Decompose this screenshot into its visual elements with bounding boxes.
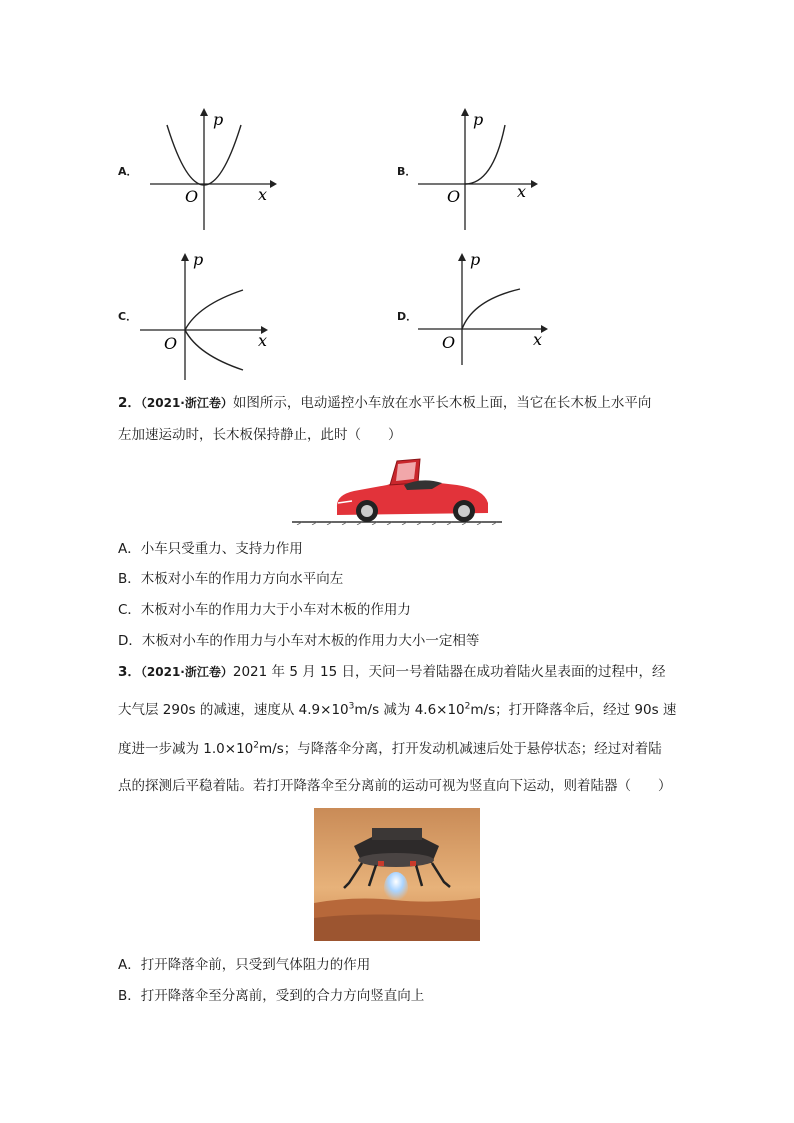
graph-d bbox=[413, 245, 573, 365]
p-axis-label: p bbox=[193, 250, 204, 269]
q3-line-3 bbox=[118, 739, 662, 759]
exponent: 3 bbox=[348, 701, 355, 712]
option-a-letter: A． bbox=[118, 165, 138, 178]
p-axis-label: p bbox=[470, 250, 481, 269]
text-part: m/s；打开降落伞后，经过 90s 速 bbox=[470, 702, 677, 718]
x-axis-label: x bbox=[258, 331, 268, 350]
q2-option-b: B．木板对小车的作用力方向水平向左 bbox=[118, 571, 344, 587]
q2-line-1 bbox=[118, 393, 651, 413]
question-number: 2． bbox=[118, 395, 141, 411]
question-source: （2021·浙江卷） bbox=[140, 665, 233, 679]
q3-line-4: 点的探测后平稳着陆。若打开降落伞至分离前的运动可视为竖直向下运动，则着陆器（ ） bbox=[118, 778, 672, 794]
graph-c bbox=[138, 245, 288, 380]
q2-option-c: C．木板对小车的作用力大于小车对木板的作用力 bbox=[118, 602, 411, 618]
question-number: 3． bbox=[118, 664, 141, 680]
p-axis-label: p bbox=[473, 110, 484, 129]
option-b-letter: B． bbox=[397, 165, 417, 178]
q2-option-d: D．木板对小车的作用力与小车对木板的作用力大小一定相等 bbox=[118, 633, 480, 649]
x-axis-label: x bbox=[533, 330, 543, 349]
q2-option-a: A．小车只受重力、支持力作用 bbox=[118, 541, 303, 557]
exponent: 2 bbox=[253, 740, 259, 751]
graph-a bbox=[145, 105, 295, 230]
p-axis-label: p bbox=[213, 110, 224, 129]
question-text: 如图所示，电动遥控小车放在水平长木板上面，当它在长木板上水平向 bbox=[232, 395, 652, 411]
text-part: 度进一步减为 1.0×10 bbox=[118, 741, 254, 757]
option-d-letter: D． bbox=[397, 310, 418, 323]
q3-option-b: B．打开降落伞至分离前，受到的合力方向竖直向上 bbox=[118, 988, 425, 1004]
q3-option-a: A．打开降落伞前，只受到气体阻力的作用 bbox=[118, 957, 371, 973]
x-axis-label: x bbox=[258, 185, 268, 204]
x-axis-label: x bbox=[517, 182, 527, 201]
text-part: m/s；与降落伞分离，打开发动机减速后处于悬停状态；经过对着陆 bbox=[259, 741, 662, 757]
text-part: m/s 减为 4.6×10 bbox=[354, 702, 465, 718]
question-source: （2021·浙江卷） bbox=[140, 396, 233, 410]
origin-label: O bbox=[442, 333, 456, 352]
question-text: 2021 年 5 月 15 日，天问一号着陆器在成功着陆火星表面的过程中，经 bbox=[232, 664, 666, 680]
graph-b bbox=[413, 105, 563, 230]
q2-line-2: 左加速运动时，长木板保持静止，此时（ ） bbox=[118, 427, 402, 443]
red-toy-car-photo bbox=[292, 455, 502, 525]
q3-line-2 bbox=[118, 700, 676, 720]
q3-line-1 bbox=[118, 662, 665, 682]
origin-label: O bbox=[185, 187, 199, 206]
origin-label: O bbox=[164, 334, 178, 353]
text-part: 大气层 290s 的减速，速度从 4.9×10 bbox=[118, 702, 349, 718]
exponent: 2 bbox=[464, 701, 471, 712]
origin-label: O bbox=[447, 187, 461, 206]
mars-lander-photo bbox=[314, 808, 480, 941]
option-c-letter: C． bbox=[118, 310, 138, 323]
